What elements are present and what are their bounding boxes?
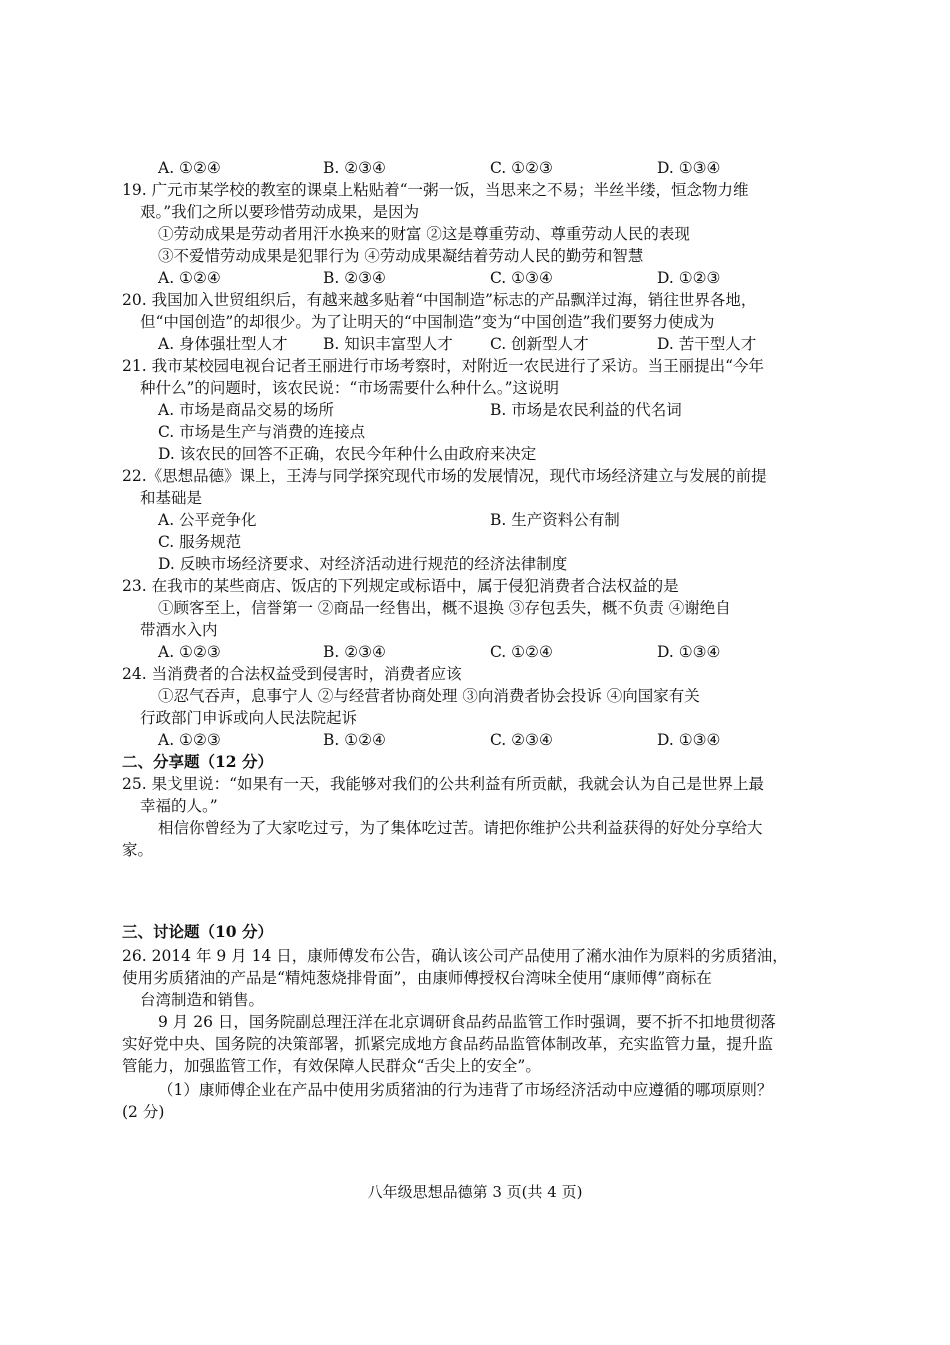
q19-option-a: A. ①②④ (158, 269, 221, 287)
question-25-prompt-cont: 家。 (122, 841, 154, 859)
question-25-stem-cont: 幸福的人。” (140, 797, 218, 815)
question-20-stem-cont: 但“中国创造”的却很少。为了让明天的“中国制造”变为“中国创造”我们要努力使成为 (140, 313, 715, 331)
question-23-stem: 23. 在我市的某些商店、饭店的下列规定或标语中，属于侵犯消费者合法权益的是 (122, 577, 679, 595)
question-24-statements-cont: 行政部门申诉或向人民法院起诉 (140, 709, 358, 727)
section-title-share: 二、分享题（12 分） (122, 752, 273, 771)
q20-option-d: D. 苦干型人才 (657, 335, 757, 353)
question-22-stem: 22.《思想品德》课上，王涛与同学探究现代市场的发展情况，现代市场经济建立与发展的前提 (122, 467, 767, 485)
q22-option-d: D. 反映市场经济要求、对经济活动进行规范的经济法律制度 (158, 555, 568, 573)
question-19-statements-1: ①劳动成果是劳动者用汗水换来的财富 ②这是尊重劳动、尊重劳动人民的表现 (158, 225, 690, 243)
q23-option-a: A. ①②③ (158, 643, 221, 661)
question-23-statements-cont: 带酒水入内 (140, 621, 218, 639)
q22-option-a: A. 公平竞争化 (158, 511, 257, 529)
q20-option-c: C. 创新型人才 (490, 335, 589, 353)
question-21-stem-cont: 种什么”的问题时，该农民说：“市场需要什么种什么。”这说明 (140, 379, 560, 397)
q24-option-d: D. ①③④ (657, 731, 721, 749)
q22-option-c: C. 服务规范 (158, 533, 242, 551)
question-26-stem-4: 9 月 26 日，国务院副总理汪洋在北京调研食品药品监管工作时强调，要不折不扣地贯彻落 (158, 1013, 776, 1031)
q24-option-a: A. ①②③ (158, 731, 221, 749)
question-26-stem-3: 台湾制造和销售。 (140, 991, 265, 1009)
question-19-stem: 19. 广元市某学校的教室的课桌上粘贴着“一粥一饭，当思来之不易；半丝半缕，恒念物力维 (122, 181, 749, 199)
q22-option-b: B. 生产资料公有制 (490, 511, 620, 529)
q21-option-d: D. 该农民的回答不正确，农民今年种什么由政府来决定 (158, 445, 537, 463)
question-26-sub1-points: (2 分) (122, 1103, 165, 1121)
q19-option-d: D. ①②③ (657, 269, 721, 287)
q20-option-b: B. 知识丰富型人才 (323, 335, 453, 353)
q21-option-b: B. 市场是农民利益的代名词 (490, 401, 682, 419)
question-26-stem-2: 使用劣质猪油的产品是“精炖葱烧排骨面”，由康师傅授权台湾味全使用“康师傅”商标在 (122, 969, 712, 987)
q19-option-c: C. ①③④ (490, 269, 553, 287)
option-a: A. ①②④ (158, 159, 221, 177)
question-26-stem-6: 管能力，加强监管工作，有效保障人民群众“舌尖上的安全”。 (122, 1057, 541, 1075)
q24-option-c: C. ②③④ (490, 731, 553, 749)
question-25-stem: 25. 果戈里说：“如果有一天，我能够对我们的公共利益有所贡献，我就会认为自己是世界上最 (122, 775, 765, 793)
q21-option-c: C. 市场是生产与消费的连接点 (158, 423, 366, 441)
question-25-prompt: 相信你曾经为了大家吃过亏，为了集体吃过苦。请把你维护公共利益获得的好处分享给大 (158, 819, 763, 837)
question-23-statements: ①顾客至上，信誉第一 ②商品一经售出，概不退换 ③存包丢失，概不负责 ④谢绝自 (158, 599, 731, 617)
q19-option-b: B. ②③④ (323, 269, 386, 287)
question-26-stem: 26. 2014 年 9 月 14 日，康师傅发布公告，确认该公司产品使用了潲水油作为原料的劣质猪油， (122, 947, 788, 965)
question-26-sub1: （1）康师傅企业在产品中使用劣质猪油的行为违背了市场经济活动中应遵循的哪项原则？ (158, 1081, 773, 1099)
question-26-stem-5: 实好党中央、国务院的决策部署，抓紧完成地方食品药品监管体制改革，充实监管力量，提升监 (122, 1035, 774, 1053)
option-b: B. ②③④ (323, 159, 386, 177)
option-d: D. ①③④ (657, 159, 721, 177)
q20-option-a: A. 身体强壮型人才 (158, 335, 288, 353)
section-title-discussion: 三、讨论题（10 分） (122, 922, 273, 941)
page-footer: 八年级思想品德第 3 页(共 4 页) (367, 1183, 583, 1201)
question-21-stem: 21. 我市某校园电视台记者王丽进行市场考察时，对附近一农民进行了采访。当王丽提出“今年 (122, 357, 765, 375)
q23-option-c: C. ①②④ (490, 643, 553, 661)
question-24-statements: ①忍气吞声，息事宁人 ②与经营者协商处理 ③向消费者协会投诉 ④向国家有关 (158, 687, 700, 705)
q23-option-b: B. ②③④ (323, 643, 386, 661)
q21-option-a: A. 市场是商品交易的场所 (158, 401, 335, 419)
question-19-statements-2: ③不爱惜劳动成果是犯罪行为 ④劳动成果凝结着劳动人民的勤劳和智慧 (158, 247, 644, 265)
q24-option-b: B. ①②④ (323, 731, 386, 749)
q23-option-d: D. ①③④ (657, 643, 721, 661)
option-c: C. ①②③ (490, 159, 553, 177)
question-19-stem-cont: 艰。”我们之所以要珍惜劳动成果，是因为 (140, 203, 420, 221)
question-22-stem-cont: 和基础是 (140, 489, 203, 507)
question-20-stem: 20. 我国加入世贸组织后，有越来越多贴着“中国制造”标志的产品飘洋过海，销往世界各地， (122, 291, 757, 309)
question-24-stem: 24. 当消费者的合法权益受到侵害时，消费者应该 (122, 665, 462, 683)
